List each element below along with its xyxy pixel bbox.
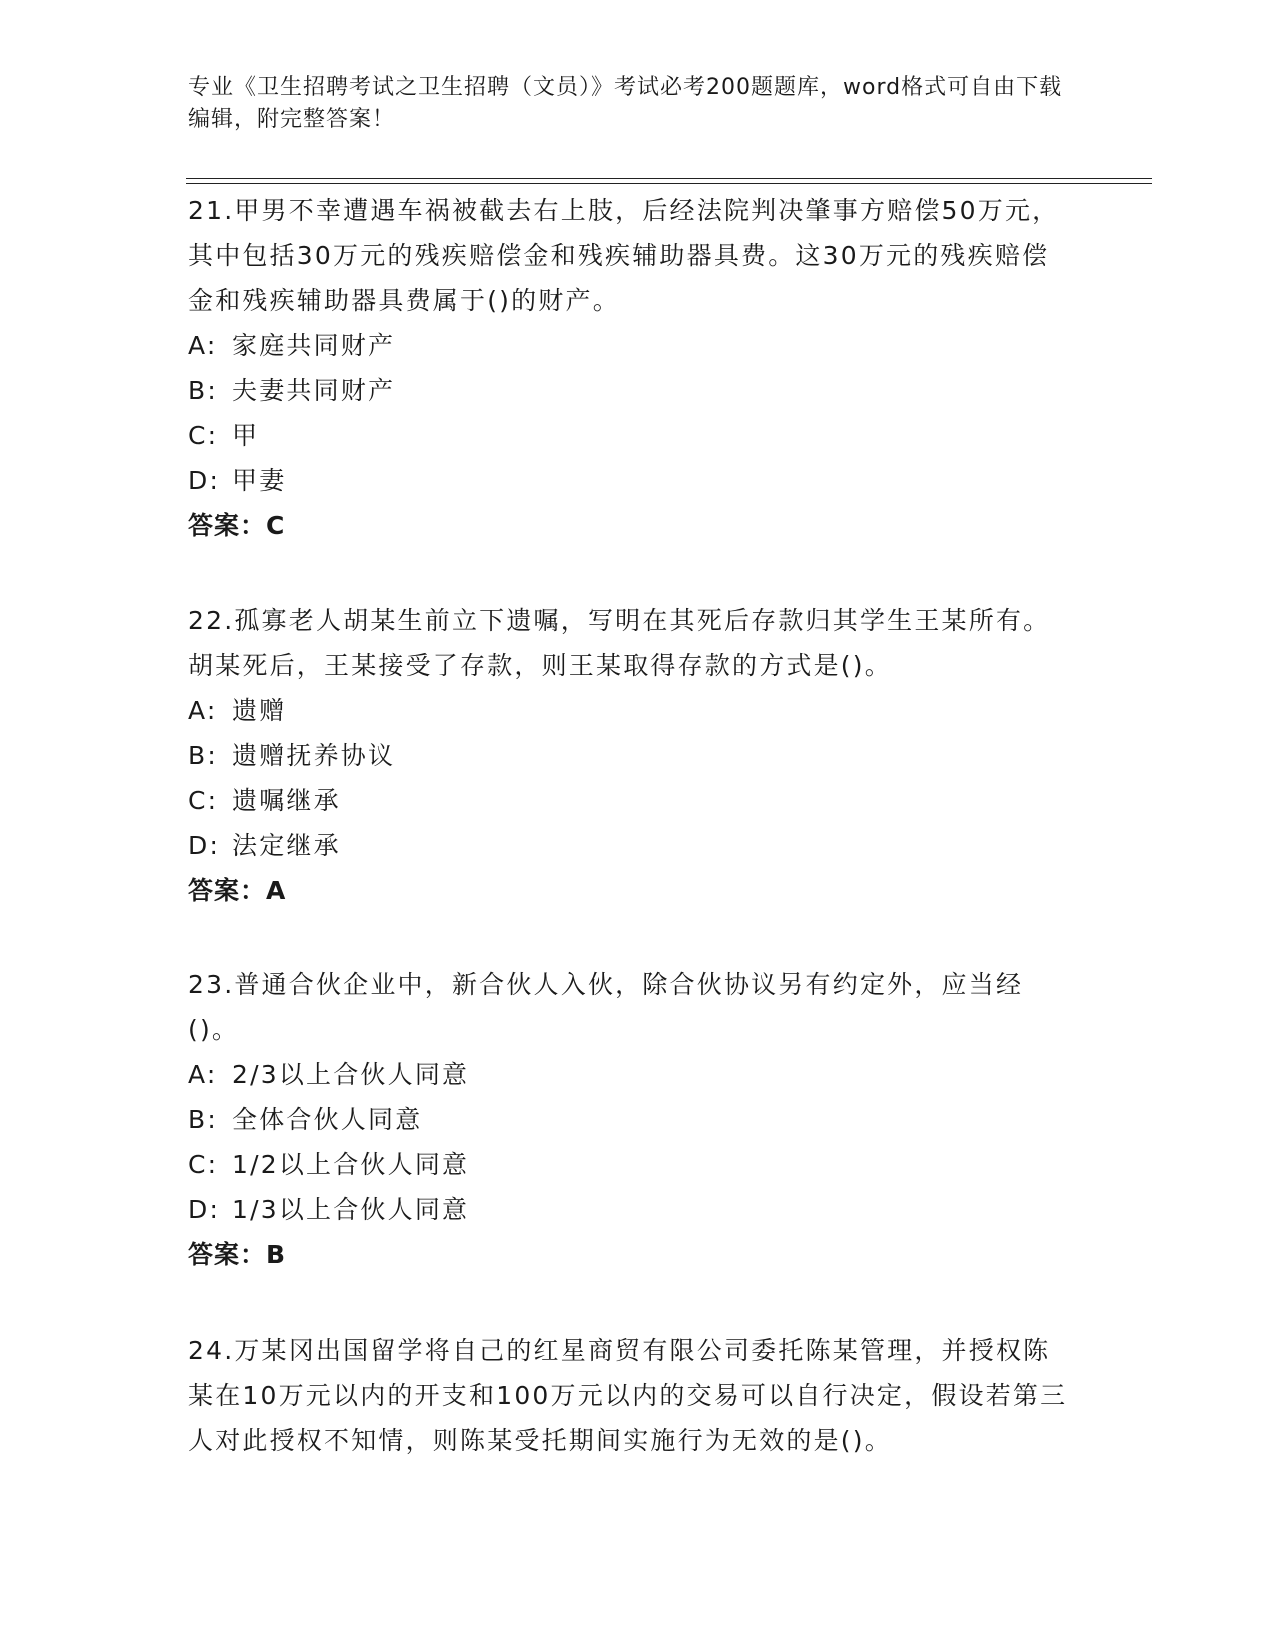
answer-line: 答案：A bbox=[188, 876, 287, 905]
option-key: B: bbox=[188, 741, 218, 770]
header-divider-bottom bbox=[186, 183, 1152, 184]
option-key: B: bbox=[188, 1105, 218, 1134]
option-key: C: bbox=[188, 1150, 219, 1179]
question-22 bbox=[188, 598, 1068, 913]
option-b bbox=[188, 733, 1068, 778]
document-header: 专业《卫生招聘考试之卫生招聘（文员）》考试必考200题题库，word格式可自由下载编辑，附完整答案！ bbox=[188, 75, 1063, 132]
option-a bbox=[188, 323, 1068, 368]
header-divider-top bbox=[186, 178, 1152, 179]
option-b bbox=[188, 1097, 1068, 1142]
option-key: A: bbox=[188, 696, 218, 725]
option-d bbox=[188, 1187, 1068, 1232]
option-text: 全体合伙人同意 bbox=[232, 1105, 423, 1134]
option-text: 2/3以上合伙人同意 bbox=[232, 1060, 470, 1089]
question-stem: 22.孤寡老人胡某生前立下遗嘱，写明在其死后存款归其学生王某所有。胡某死后，王某接受了存款，则王某取得存款的方式是()。 bbox=[188, 606, 1051, 680]
option-key: A: bbox=[188, 331, 218, 360]
option-b bbox=[188, 368, 1068, 413]
question-24 bbox=[188, 1328, 1068, 1463]
answer-line: 答案：C bbox=[188, 511, 286, 540]
option-d bbox=[188, 823, 1068, 868]
option-text: 法定继承 bbox=[232, 831, 341, 860]
option-key: D: bbox=[188, 1195, 221, 1224]
question-stem: 23.普通合伙企业中，新合伙人入伙，除合伙协议另有约定外，应当经()。 bbox=[188, 970, 1024, 1044]
option-d bbox=[188, 458, 1068, 503]
option-c bbox=[188, 413, 1068, 458]
option-text: 甲 bbox=[232, 421, 260, 450]
question-21 bbox=[188, 188, 1068, 548]
answer-line: 答案：B bbox=[188, 1240, 287, 1269]
option-text: 1/2以上合伙人同意 bbox=[232, 1150, 470, 1179]
option-c bbox=[188, 1142, 1068, 1187]
option-text: 1/3以上合伙人同意 bbox=[232, 1195, 470, 1224]
option-text: 甲妻 bbox=[232, 466, 287, 495]
option-text: 遗嘱继承 bbox=[232, 786, 341, 815]
question-stem: 21.甲男不幸遭遇车祸被截去右上肢，后经法院判决肇事方赔偿50万元，其中包括30万元的残疾赔偿金和残疾辅助器具费。这30万元的残疾赔偿金和残疾辅助器具费属于()的财产。 bbox=[188, 196, 1060, 315]
option-a bbox=[188, 688, 1068, 733]
option-c bbox=[188, 778, 1068, 823]
option-key: C: bbox=[188, 786, 219, 815]
option-a bbox=[188, 1052, 1068, 1097]
option-key: D: bbox=[188, 466, 221, 495]
option-text: 遗赠 bbox=[232, 696, 287, 725]
option-text: 夫妻共同财产 bbox=[232, 376, 396, 405]
question-23 bbox=[188, 962, 1068, 1277]
option-key: B: bbox=[188, 376, 218, 405]
question-stem: 24.万某冈出国留学将自己的红星商贸有限公司委托陈某管理，并授权陈某在10万元以内的开支和100万元以内的交易可以自行决定，假设若第三人对此授权不知情，则陈某受托期间实施行为无效的是()。 bbox=[188, 1336, 1068, 1455]
option-text: 家庭共同财产 bbox=[232, 331, 396, 360]
option-key: C: bbox=[188, 421, 219, 450]
option-key: D: bbox=[188, 831, 221, 860]
option-key: A: bbox=[188, 1060, 218, 1089]
option-text: 遗赠抚养协议 bbox=[232, 741, 396, 770]
